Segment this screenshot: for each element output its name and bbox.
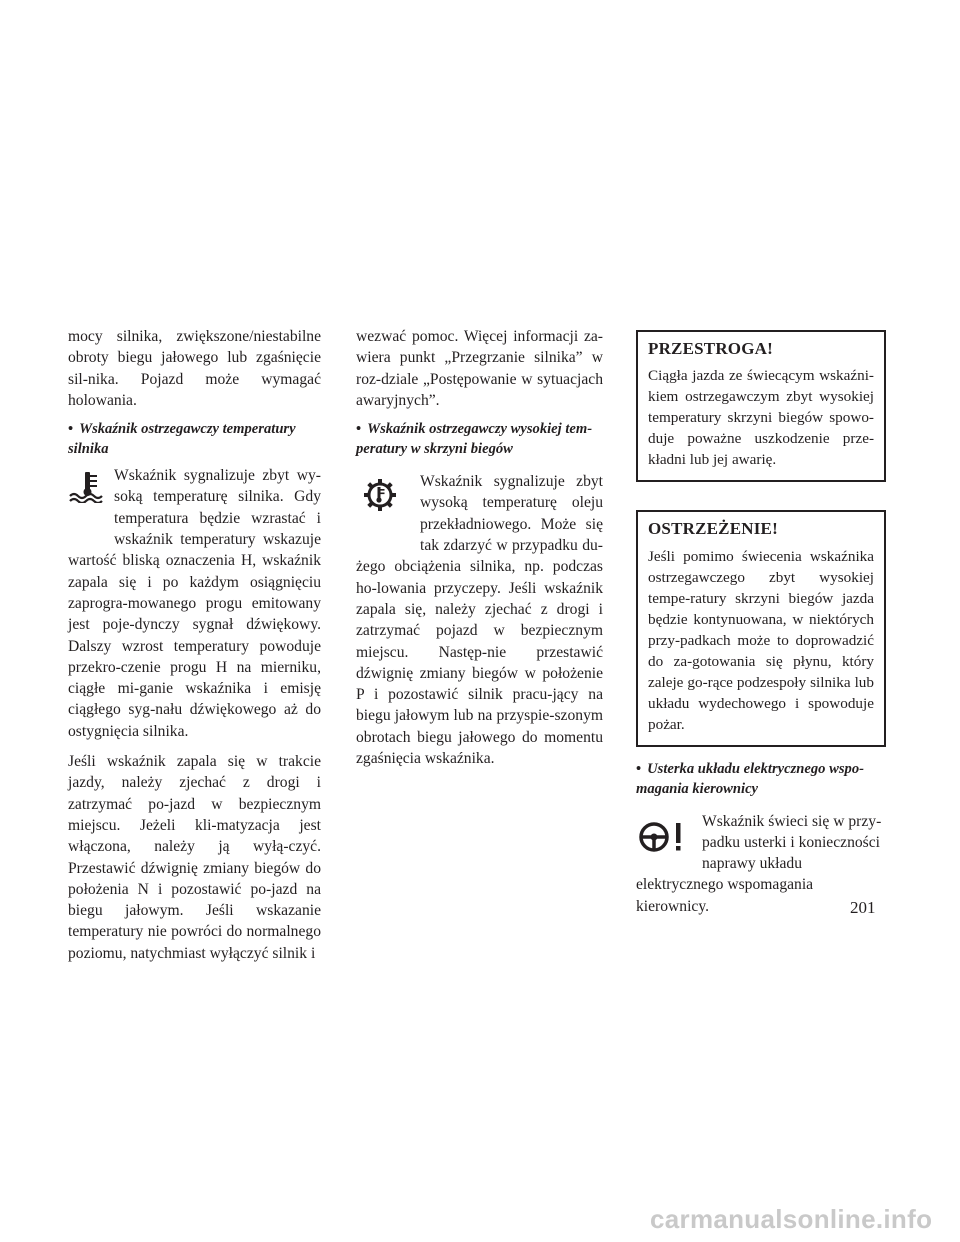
warning-box <box>636 510 886 746</box>
column-left <box>68 326 321 964</box>
caution-title: PRZESTROGA! <box>648 339 773 358</box>
eps-text: Wskaźnik świeci się w przy-padku usterki i konieczności naprawy układu elektrycznego wspomagania kierownicy. <box>636 812 882 915</box>
bullet: • <box>636 760 642 777</box>
steering-wheel-warning-icon <box>638 819 688 855</box>
column-middle <box>356 326 603 769</box>
intro-paragraph: wezwać pomoc. Więcej informacji za-wiera punkt „Przegrzanie silnika” w roz-dziale „Postępowanie w sytuacjach awaryjnych”. <box>356 328 603 409</box>
eps-heading-text: Usterka układu elektrycznego wspo-magania kierownicy <box>636 760 864 797</box>
watermark-logo: carmanualsonline.info <box>650 1204 933 1234</box>
engine-temp-text: Wskaźnik sygnalizuje zbyt wy-soką temperaturę silnika. Gdy temperatura będzie wzrastać i wskaźnik temperatury wskazuje wartość bliską oznaczenia H, wskaźnik zapala się i po każdym osiągnięciu zaprogra-mowanego progu emitowany jest poje-dynczy sygnał dźwiękowy. Dalszy wzrost temperatury powoduje przekro-czenie progu H na mierniku, ciągłe mi-ganie wskaźnika i emisję ciągłego syg-nału dźwiękowego aż do ostygnięcia silnika. <box>68 467 321 740</box>
intro-paragraph: mocy silnika, zwiększone/niestabilne obroty biegu jałowego lub zgaśnięcie sil-nika. Pojazd może wymagać holowania. <box>68 328 321 409</box>
trans-temp-block <box>356 471 603 769</box>
engine-temp-heading-text: Wskaźnik ostrzegawczy temperatury silnika <box>68 421 296 458</box>
page-number: 201 <box>850 898 876 917</box>
warning-text: Jeśli pomimo świecenia wskaźnika ostrzegawczego zbyt wysokiej tempe-ratury skrzyni biegów jazda będzie kontynuowana, w niektórych przy-padkach może to doprowadzić do za-gotowania się płynu, który zaleje go-rące podzespoły silnika lub układu wydechowego i spowoduje pożar. <box>648 547 874 733</box>
caution-box <box>636 330 886 482</box>
trans-temp-heading-text: Wskaźnik ostrzegawczy wysokiej tem-peratury w skrzyni biegów <box>356 421 593 458</box>
caution-text: Ciągła jazda ze świecącym wskaźni-kiem ostrzegawczym zbyt wysokiej temperatury skrzyni biegów spowo-duje poważne uszkodzenie prze-kładni lub jej awarię. <box>648 367 874 469</box>
transmission-temperature-icon <box>362 477 398 513</box>
bullet: • <box>68 421 74 438</box>
eps-heading <box>636 759 886 799</box>
trans-temp-heading <box>356 419 603 459</box>
engine-temp-heading <box>68 419 321 459</box>
engine-temp-block <box>68 465 321 742</box>
column-right <box>636 330 886 917</box>
paragraph-overheat-action: Jeśli wskaźnik zapala się w trakcie jazdy, należy zjechać z drogi i zatrzymać po-jazd w bezpiecznym miejscu. Jeżeli kli-matyzacja jest włączona, należy ją wyłą-czyć. Przestawić dźwignię zmiany biegów do położenia N i pozostawić po-jazd na biegu jałowym. Jeśli wskazanie temperatury nie powróci do normalnego poziomu, natychmiast wyłączyć silnik i <box>68 753 321 962</box>
trans-temp-text: Wskaźnik sygnalizuje zbyt wysoką temperaturę oleju przekładniowego. Może się tak zdarzyć w przypadku du-żego obciążenia silnika, np. podczas ho-lowania przyczepy. Jeśli wskaźnik zapala się, należy zjechać z drogi i zatrzymać pojazd w bezpiecznym miejscu. Następ-nie przestawić dźwignię zmiany biegów w położenie P i pozostawić silnik pracu-jący na biegu jałowym lub na przyspie-szonym obrotach biegu jałowego do momentu zgaśnięcia wskaźnika. <box>356 473 603 768</box>
coolant-temperature-icon <box>68 471 106 503</box>
warning-title: OSTRZEŻENIE! <box>648 519 778 539</box>
bullet: • <box>356 421 362 438</box>
eps-block <box>636 811 886 917</box>
